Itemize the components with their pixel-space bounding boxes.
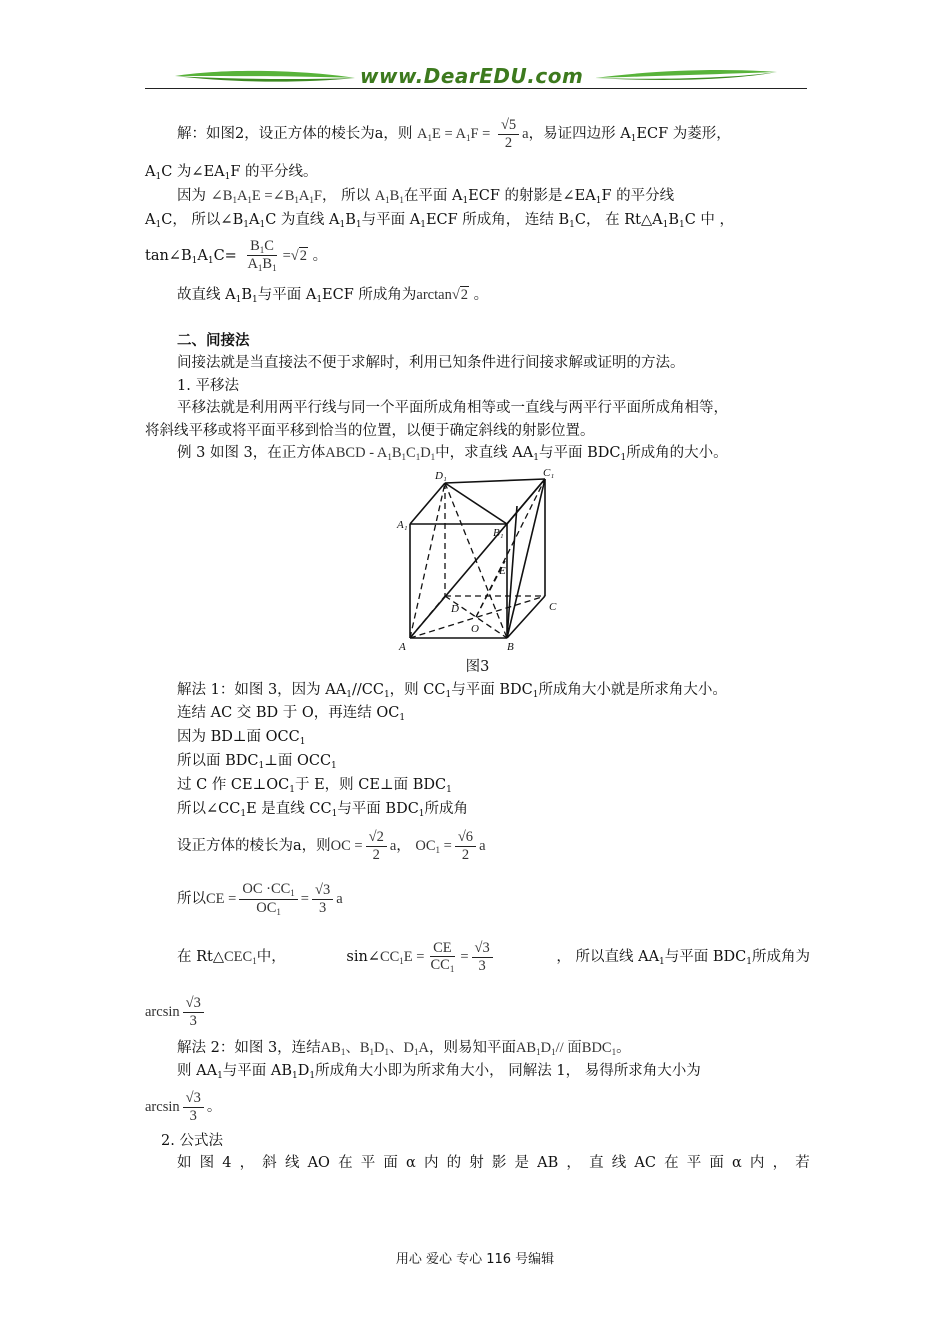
- label-c1: C₁: [543, 467, 555, 480]
- line-19: 所以CE = $\frac{OC \cdot CC_1}{OC_1}$ = $\frac{√3}{3}$ a: [177, 881, 343, 917]
- line-22: 解法 2：如图 3，连结$AB_1$、$B_1D_1$、$D_1A$，则易知平面$AB_1D_1//$ 面$BDC_1$。: [177, 1040, 631, 1058]
- line-9: 平移法就是利用两平行线与同一个平面所成角相等或一直线与两平行平面所成角相等，: [177, 400, 728, 417]
- label-b1: B₁: [493, 527, 504, 540]
- sqrt-2: √2: [290, 247, 307, 264]
- fraction-sqrt5-over-2: $\frac{√5}{2}$: [498, 117, 519, 151]
- fraction-oc-cc1-over-oc1: $\frac{OC \cdot CC_1}{OC_1}$: [239, 881, 297, 917]
- fraction-sqrt6-over-2: $\frac{√6}{2}$: [455, 829, 476, 863]
- label-e: E: [499, 565, 506, 578]
- line-15: 所以面 $BDC_1\perp$面 $OCC_1$: [177, 753, 337, 772]
- cube-diagram: [395, 466, 565, 654]
- label-c: C: [549, 601, 557, 614]
- page-header: [145, 62, 807, 92]
- line-14: 因为 BD⊥面 $OCC_1$: [177, 729, 306, 748]
- label-d1: D₁: [435, 470, 447, 483]
- line-20: 在 $Rt\triangle CEC_1$中， $\sin\angle CC_1E$ = $\frac{CE}{CC_1}$ = $\frac{√3}{3}$ ， 所以直线 $AA_1$与平面 $BDC_1$所成角为: [177, 939, 810, 975]
- fraction-sqrt3-over-3: $\frac{√3}{3}$: [312, 882, 333, 916]
- line-17: 所以$\angle CC_1E$ 是直线 $CC_1$与平面 $BDC_1$所成角: [177, 801, 469, 820]
- line-24: arcsin $\frac{√3}{3}$ 。: [145, 1089, 222, 1124]
- line-4: $A_1C$， 所以$\angle B_1A_1C$ 为直线 $A_1B_1$与平面 $A_1ECF$ 所成角， 连结 $B_1C$， 在 $Rt\triangle A_1B_1C$ 中 ，: [145, 211, 735, 230]
- fraction-sqrt2-over-2: $\frac{√2}{2}$: [366, 829, 387, 863]
- label-d: D: [451, 603, 459, 616]
- line-5: $\tan\angle B_1A_1C=$ $\frac{B_1C}{A_1B_1}$ =√2 。: [145, 233, 810, 284]
- line-18: 设正方体的棱长为a，则OC = $\frac{√2}{2}$ a， $OC_1$ = $\frac{√6}{2}$ a: [177, 828, 486, 863]
- fraction-sqrt3-over-3: $\frac{√3}{3}$: [472, 940, 493, 974]
- section-heading: 二、间接法: [177, 332, 250, 349]
- figure-caption: 图3: [465, 659, 490, 676]
- fraction-ce-over-cc1: $\frac{CE}{CC_1}$: [430, 939, 455, 975]
- document-body: [145, 112, 810, 1175]
- fraction-b1c-over-a1b1: $\frac{B_1C}{A_1B_1}$: [247, 237, 277, 274]
- line-8: 1. 平移法: [177, 377, 239, 394]
- line-12: 解法 1：如图 3，因为 $AA_1//CC_1$，则 $CC_1$与平面 $BDC_1$所成角大小就是所求角大小。: [177, 681, 727, 700]
- sqrt-2: √2: [451, 286, 469, 303]
- line-13: 连结 AC 交 BD 于 O，再连结 $OC_1$: [177, 705, 406, 724]
- header-rule: [145, 88, 807, 89]
- line-1: 解：如图2，设正方体的棱长为a，则 $A_1E = A_1F$ = $\frac{√5}{2}$ a，易证四边形 $A_1ECF$ 为菱形，: [177, 116, 731, 151]
- line-26: 如 图 4 ， 斜 线 AO 在 平 面 α 内 的 射 影 是 AB ， 直 线 AC 在 平 面 α 内 ， 若: [177, 1155, 810, 1172]
- label-b: B: [507, 641, 514, 654]
- line-16: 过 C 作 $CE\perp OC_1$于 E，则 CE⊥面 $BDC_1$: [177, 777, 452, 796]
- label-o: O: [471, 623, 479, 636]
- line-7: 间接法就是当直接法不便于求解时，利用已知条件进行间接求解或证明的方法。: [177, 355, 685, 372]
- line-25: 2. 公式法: [161, 1133, 223, 1149]
- label-a: A: [399, 641, 406, 654]
- line-21: arcsin $\frac{√3}{3}$: [145, 987, 810, 1037]
- line-6: 故直线 $A_1B_1$与平面 $A_1ECF$ 所成角为arctan√2 。: [145, 284, 810, 308]
- line-3: 因为 $\angle B_1A_1E$ $=\angle B_1A_1F$， 所以 $A_1B_1$在平面 $A_1ECF$ 的射影是$\angle EA_1F$ 的平分线: [177, 187, 675, 206]
- site-name: www.DearEDU.com: [360, 64, 584, 88]
- fraction-sqrt3-over-3: $\frac{√3}{3}$: [183, 1090, 204, 1124]
- line-2: $A_1C$ 为$\angle EA_1F$ 的平分线。: [145, 164, 318, 182]
- label-a1: A₁: [397, 519, 408, 532]
- figure-3-cube: [145, 466, 810, 656]
- fraction-sqrt3-over-3: $\frac{√3}{3}$: [183, 995, 204, 1029]
- line-10: 将斜线平移或将平面平移到恰当的位置，以便于确定斜线的射影位置。: [145, 422, 595, 439]
- line-23: 则 $AA_1$与平面 $AB_1D_1$所成角大小即为所求角大小， 同解法 1， 易得所求角大小为: [177, 1063, 701, 1082]
- page-footer: 用心 爱心 专心 116 号编辑: [395, 1252, 555, 1267]
- line-11: 例 3 如图 3，在正方体ABCD - $A_1B_1C_1D_1$中，求直线 $AA_1$与平面 $BDC_1$所成角的大小。: [177, 445, 728, 464]
